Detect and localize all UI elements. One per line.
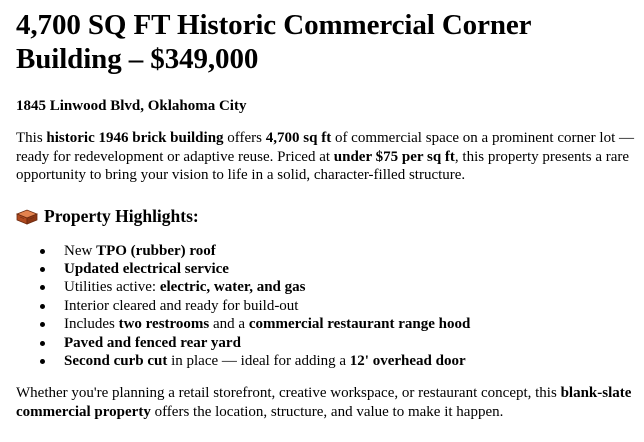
bold-text: Updated electrical service	[64, 260, 229, 277]
highlight-item	[16, 315, 634, 333]
bold-text: commercial restaurant range hood	[248, 316, 471, 333]
text-run: and a	[209, 316, 249, 333]
text-run: offers the location, structure, and value to make it happen.	[150, 403, 504, 420]
intro-paragraph	[16, 129, 634, 185]
highlight-item	[16, 334, 634, 352]
bold-text: blank-slate commercial property	[16, 385, 632, 420]
bold-text: 4,700 sq ft	[265, 130, 332, 146]
text-run: Utilities active:	[64, 279, 160, 296]
text-run: of commercial space on a prominent corner lot — ready for redevelopment or adaptive reuse. Priced at	[16, 130, 634, 165]
text-run: offers	[223, 130, 266, 146]
highlights-heading	[16, 205, 634, 227]
bold-text: historic 1946 brick building	[46, 130, 224, 146]
highlight-item	[16, 297, 634, 315]
bold-text: under $75 per sq ft	[333, 148, 455, 165]
bold-text: Paved and fenced rear yard	[64, 334, 241, 351]
listing-title: 4,700 SQ FT Historic Commercial Corner Building – $349,000	[16, 9, 531, 75]
text-run: New	[64, 242, 97, 259]
text-run: Interior cleared and ready for build-out	[64, 297, 299, 314]
text-run: Whether you're planning a retail storefront, creative workspace, or restaurant concept, this	[16, 385, 561, 402]
text-run: This	[16, 130, 47, 146]
highlights-list	[16, 242, 634, 371]
highlights-heading-text: Property Highlights:	[44, 205, 199, 226]
bold-text: TPO (rubber) roof	[96, 242, 216, 259]
bold-text: Second curb cut	[64, 352, 168, 369]
text-run: Includes	[64, 316, 119, 333]
text-run: , this property presents a rare opportunity to bring your vision to life in a solid, character-filled structure.	[16, 148, 630, 183]
highlight-item	[16, 260, 634, 278]
bold-text: 12' overhead door	[349, 352, 466, 369]
brick-icon	[16, 207, 38, 225]
closing-paragraph	[16, 384, 634, 421]
bold-text: electric, water, and gas	[159, 279, 306, 296]
bold-text: two restrooms	[118, 316, 210, 333]
text-run: in place — ideal for adding a	[167, 352, 350, 369]
highlight-item	[16, 242, 634, 260]
listing-address: 1845 Linwood Blvd, Oklahoma City	[16, 98, 247, 114]
highlight-item	[16, 352, 634, 370]
highlight-item	[16, 278, 634, 296]
